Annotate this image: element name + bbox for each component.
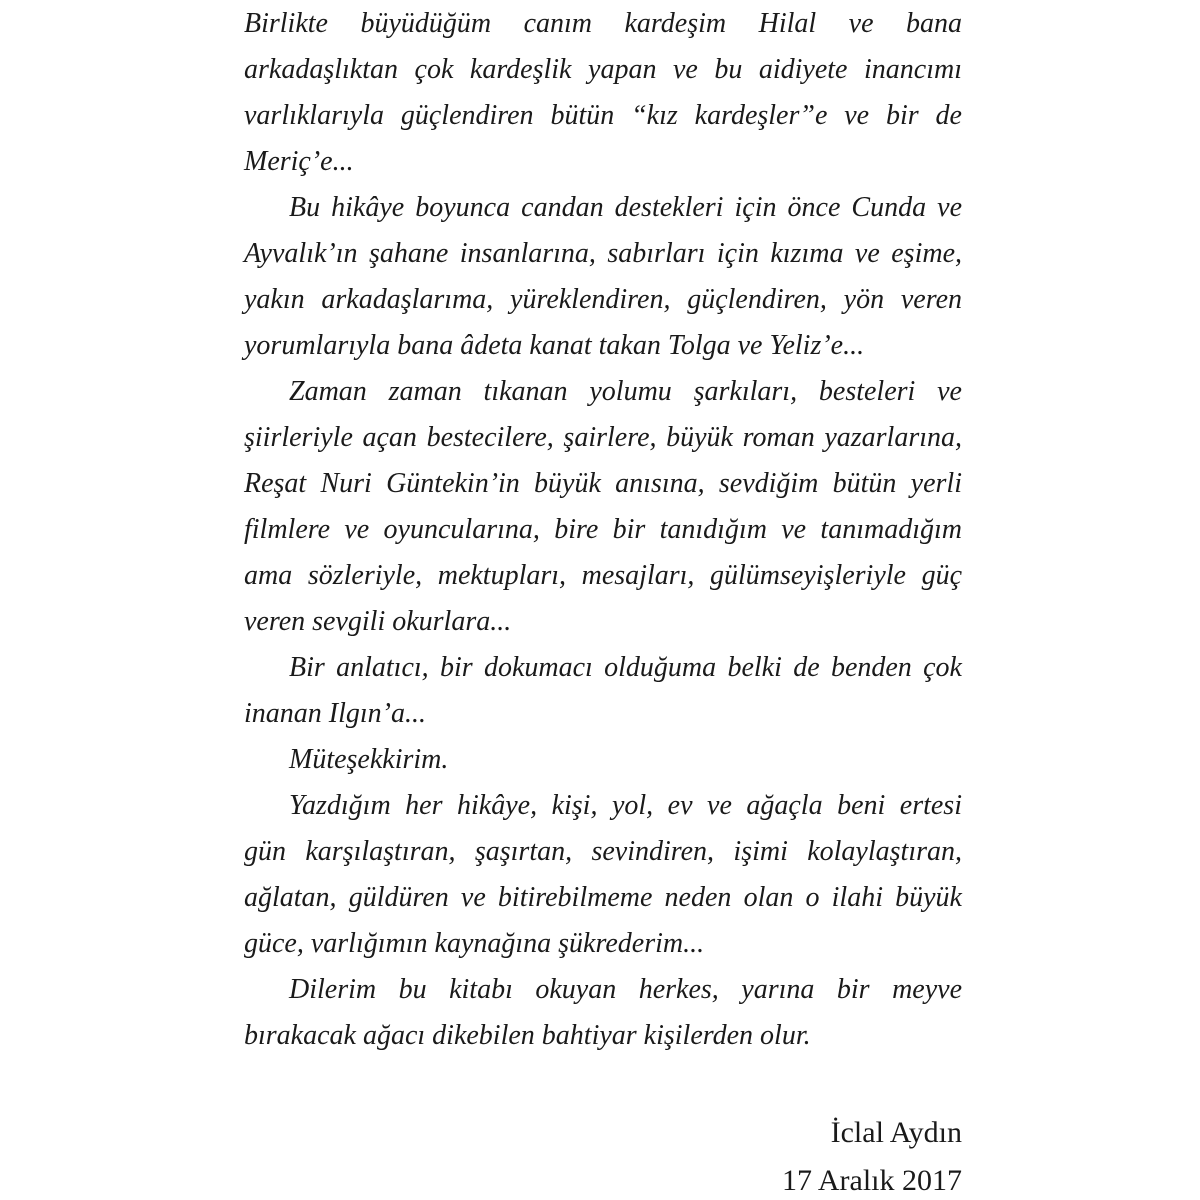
text-line: ama sözleriyle, mektupları, mesajları, gülümseyişleriyle güç [244,560,962,591]
text-line: Zaman zaman tıkanan yolumu şarkıları, besteleri ve [289,376,962,407]
text-line: inanan Ilgın’a... [244,698,426,729]
signature-date: 17 Aralık 2017 [782,1164,962,1197]
text-line: yakın arkadaşlarıma, yüreklendiren, güçlendiren, yön veren [244,284,962,315]
text-line: arkadaşlıktan çok kardeşlik yapan ve bu aidiyete inancımı [244,54,962,85]
text-line: filmlere ve oyuncularına, bire bir tanıdığım ve tanımadığım [244,514,962,545]
text-line: Bir anlatıcı, bir dokumacı olduğuma belki de benden çok [289,652,962,683]
dedication-text-block [244,1,962,1200]
text-line: gün karşılaştıran, şaşırtan, sevindiren, işimi kolaylaştıran, [244,836,962,867]
text-line: Bu hikâye boyunca candan destekleri için önce Cunda ve [289,192,962,223]
text-line: şiirleriyle açan bestecilere, şairlere, büyük roman yazarlarına, [244,422,962,453]
text-line: Dilerim bu kitabı okuyan herkes, yarına bir meyve [289,974,962,1005]
paragraph [244,369,962,645]
text-line: güce, varlığımın kaynağına şükrederim... [244,928,705,959]
paragraph [244,185,962,369]
paragraph [244,783,962,967]
text-line: Yazdığım her hikâye, kişi, yol, ev ve ağaçla beni ertesi [289,790,962,821]
text-line: Reşat Nuri Güntekin’in büyük anısına, sevdiğim bütün yerli [244,468,962,499]
text-line: varlıklarıyla güçlendiren bütün “kız kardeşler”e ve bir de [244,100,962,131]
author-name: İclal Aydın [830,1116,962,1149]
text-line: yorumlarıyla bana âdeta kanat takan Tolga ve Yeliz’e... [244,330,865,361]
paragraph [244,967,962,1059]
text-line: veren sevgili okurlara... [244,606,512,637]
text-line: Birlikte büyüdüğüm canım kardeşim Hilal ve bana [244,8,962,39]
paragraph [244,645,962,737]
paragraph [244,737,962,783]
text-line: Meriç’e... [244,146,354,177]
text-line: bırakacak ağacı dikebilen bahtiyar kişilerden olur. [244,1020,811,1051]
text-line: ağlatan, güldüren ve bitirebilmeme neden olan o ilahi büyük [244,882,962,913]
text-line: Ayvalık’ın şahane insanlarına, sabırları için kızıma ve eşime, [244,238,962,269]
signature-block [244,1109,962,1200]
paragraph [244,1,962,185]
text-line: Müteşekkirim. [289,744,449,775]
